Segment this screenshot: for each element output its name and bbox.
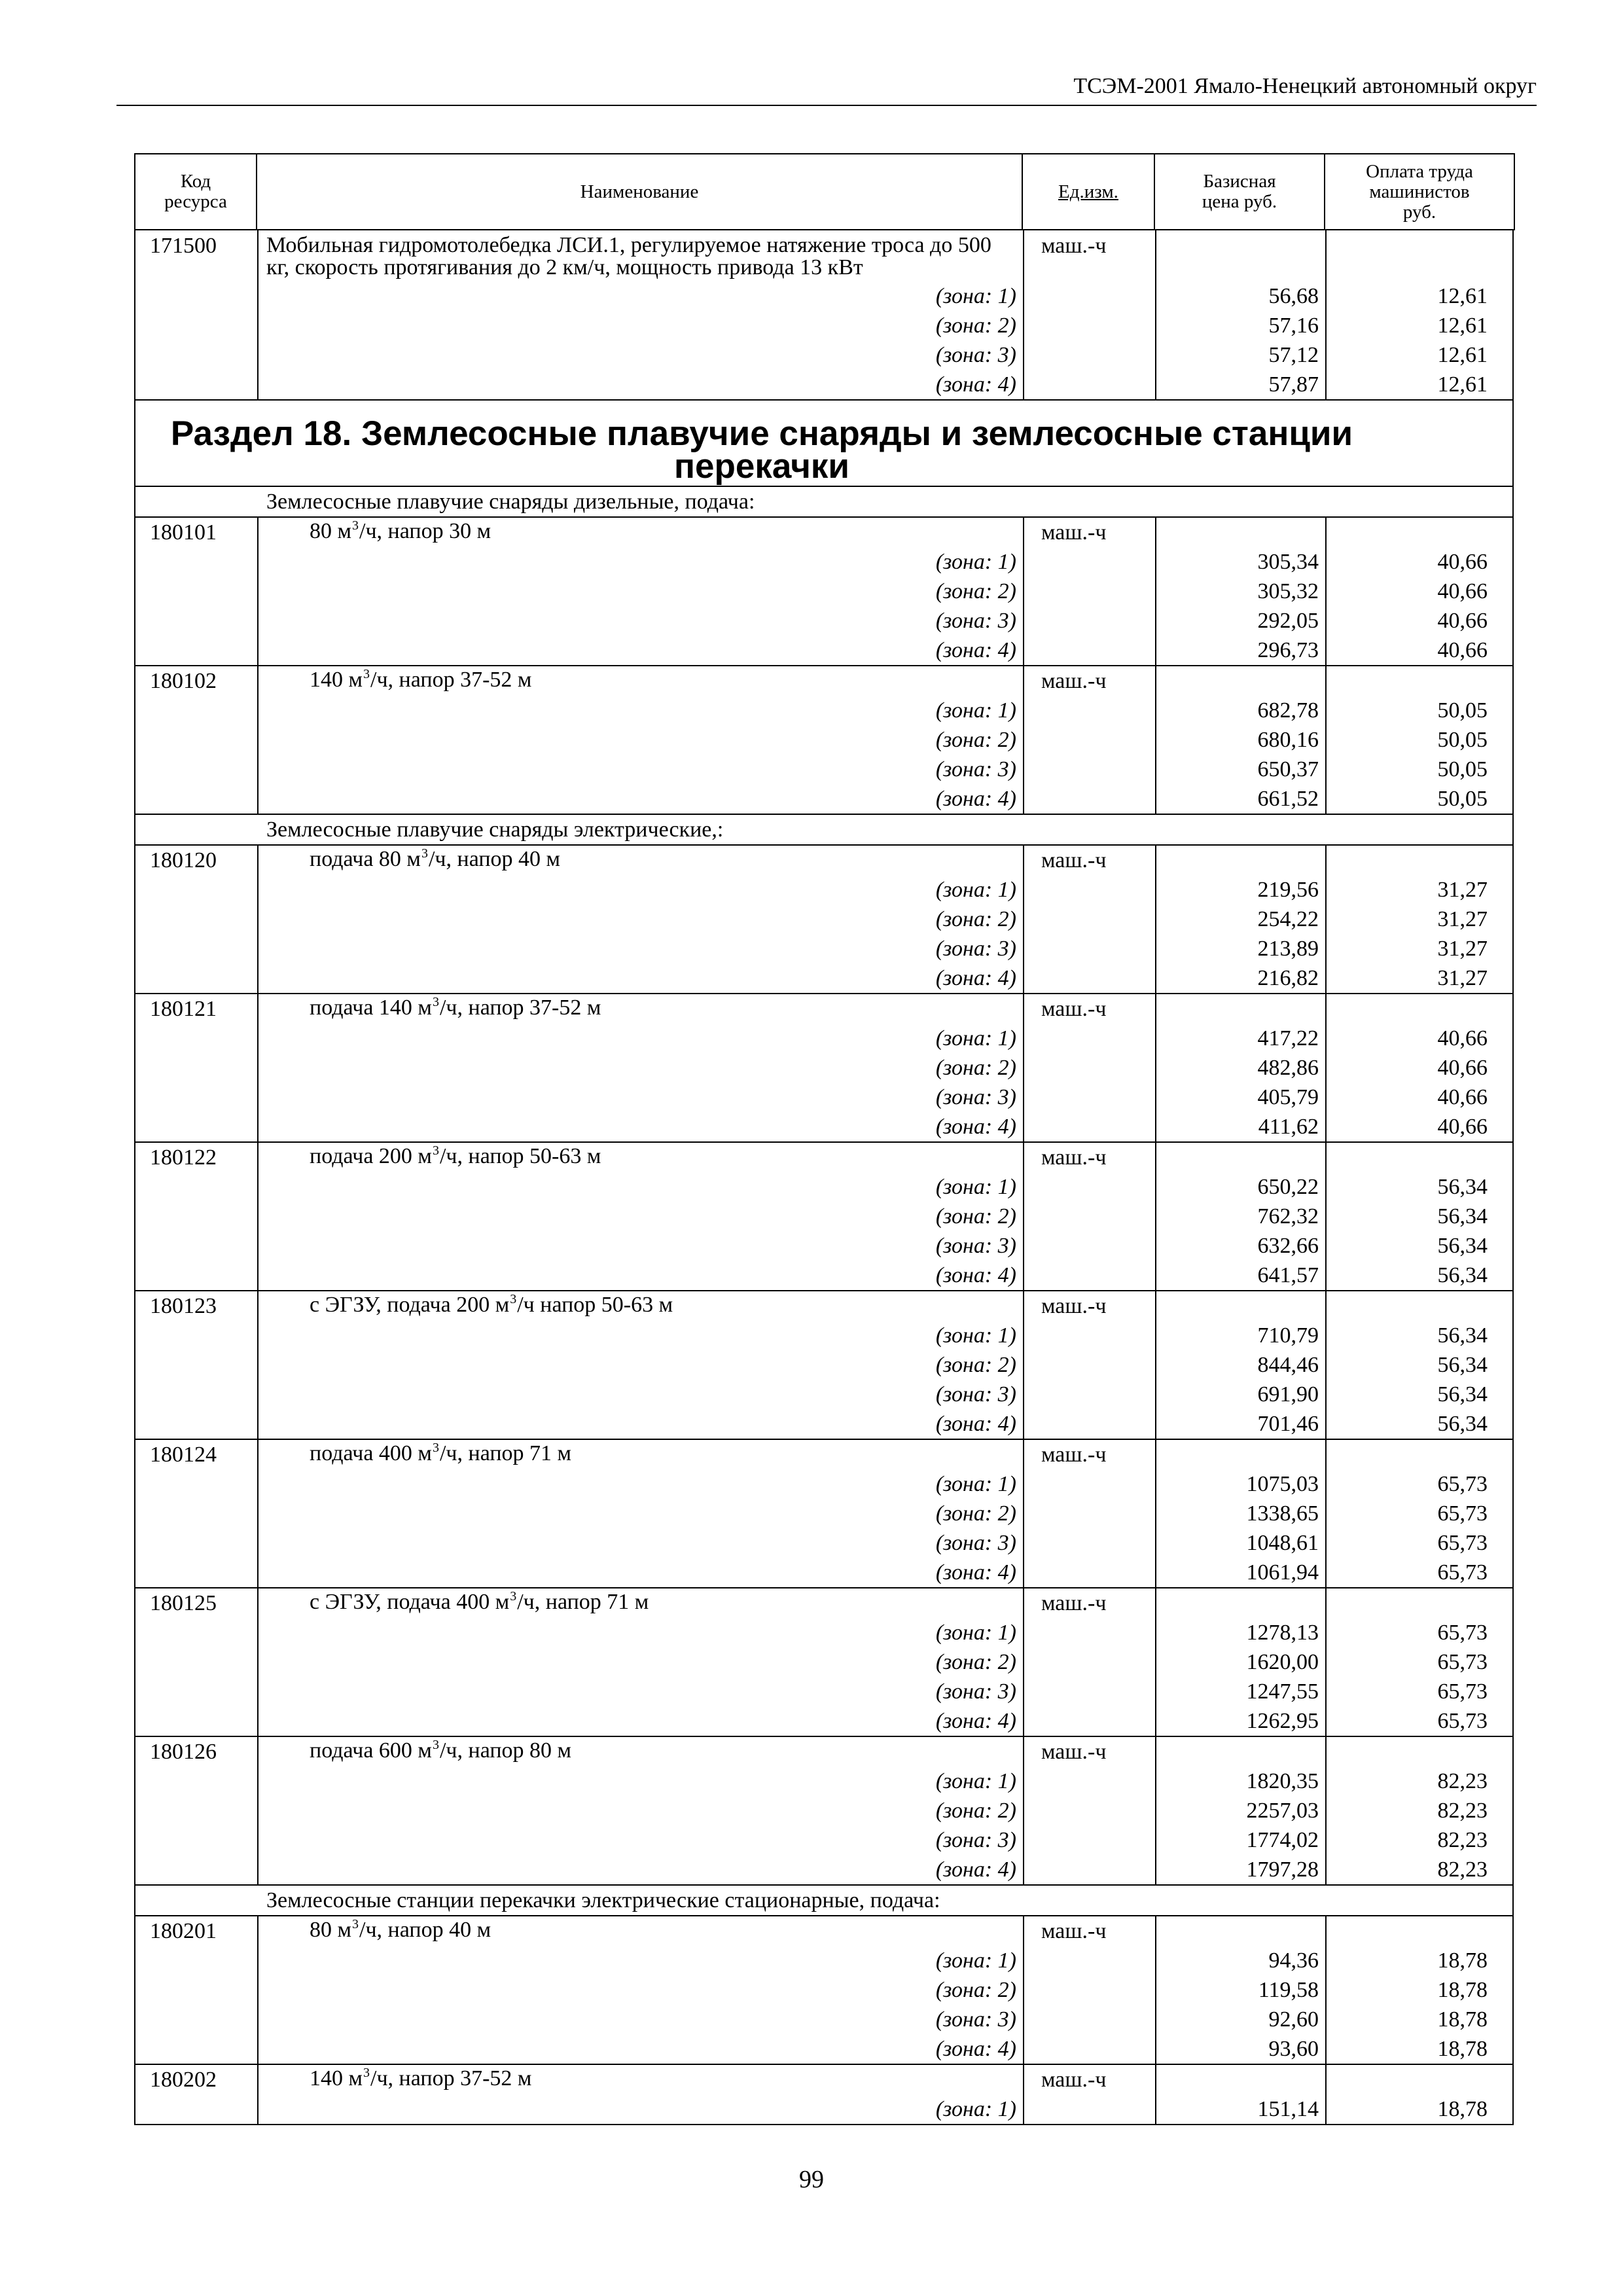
base-price: 2257,03 [1246, 1798, 1319, 1823]
header-code: Код ресурса [135, 154, 257, 230]
resource-title-row [135, 1916, 1512, 1946]
zone-row [135, 1558, 1512, 1587]
resource-code: 180125 [150, 1590, 217, 1615]
name-text: /ч, напор 40 м [428, 847, 561, 871]
zone-row [135, 1083, 1512, 1112]
resource-180101 [134, 518, 1514, 666]
resource-code: 180202 [150, 2067, 217, 2092]
zone-label: (зона: 2) [935, 1798, 1016, 1823]
superscript: 3 [363, 2066, 370, 2080]
zone-row [135, 577, 1512, 606]
base-price: 57,16 [1268, 313, 1319, 338]
labor-cost: 82,23 [1437, 1857, 1488, 1882]
group-caption-row [134, 487, 1514, 518]
labor-cost: 40,66 [1437, 608, 1488, 633]
name-text: /ч напор 50-63 м [517, 1293, 673, 1317]
superscript: 3 [510, 1590, 517, 1604]
header-price: Базисная цена руб. [1154, 154, 1325, 230]
labor-cost: 40,66 [1437, 579, 1488, 603]
zone-label: (зона: 1) [935, 1026, 1016, 1050]
header-labor: Оплата труда машинистов руб. [1325, 154, 1514, 230]
name-text: /ч, напор 50-63 м [439, 1144, 601, 1168]
base-price: 57,87 [1268, 372, 1319, 397]
labor-cost: 40,66 [1437, 1055, 1488, 1080]
name-text: подача 400 м [310, 1441, 432, 1465]
labor-cost: 56,34 [1437, 1382, 1488, 1407]
zone-label: (зона: 1) [935, 1948, 1016, 1973]
resource-title-row [135, 994, 1512, 1024]
resource-title-row [135, 518, 1512, 547]
zone-label: (зона: 3) [935, 1085, 1016, 1109]
zone-row [135, 1767, 1512, 1796]
labor-cost: 50,05 [1437, 786, 1488, 811]
resource-180121 [134, 994, 1514, 1143]
name-text: 80 м [310, 1918, 352, 1942]
resource-title-row [135, 1588, 1512, 1618]
labor-cost: 31,27 [1437, 965, 1488, 990]
base-price: 1338,65 [1246, 1501, 1319, 1526]
zone-row [135, 547, 1512, 577]
base-price: 682,78 [1257, 698, 1319, 723]
base-price: 762,32 [1257, 1204, 1319, 1229]
resource-name [257, 668, 1023, 694]
labor-cost: 40,66 [1437, 549, 1488, 574]
resource-code: 171500 [150, 234, 217, 258]
resource-unit: маш.-ч [1041, 1145, 1107, 1170]
name-text: /ч, напор 71 м [439, 1441, 572, 1465]
zone-row [135, 1350, 1512, 1380]
labor-cost: 18,78 [1437, 1948, 1488, 1973]
name-text: подача 140 м [310, 996, 432, 1020]
zone-label: (зона: 4) [935, 1560, 1016, 1585]
name-text: подача 200 м [310, 1144, 432, 1168]
labor-cost: 31,27 [1437, 936, 1488, 961]
zone-label: (зона: 3) [935, 1679, 1016, 1704]
zone-label: (зона: 2) [935, 1055, 1016, 1080]
base-price: 94,36 [1268, 1948, 1319, 1973]
resource-180123 [134, 1291, 1514, 1440]
zone-label: (зона: 2) [935, 906, 1016, 931]
labor-cost: 18,78 [1437, 1977, 1488, 2002]
resource-171500 [134, 230, 1514, 401]
zone-label: (зона: 1) [935, 2096, 1016, 2121]
superscript: 3 [432, 1738, 439, 1752]
zone-row [135, 1112, 1512, 1141]
zone-label: (зона: 1) [935, 1471, 1016, 1496]
zone-label: (зона: 3) [935, 1827, 1016, 1852]
superscript: 3 [510, 1293, 517, 1306]
resource-name [257, 848, 1023, 874]
zone-row [135, 1706, 1512, 1736]
zone-row [135, 1975, 1512, 2005]
base-price: 56,68 [1268, 283, 1319, 308]
labor-cost: 18,78 [1437, 2007, 1488, 2032]
labor-cost: 18,78 [1437, 2036, 1488, 2061]
name-text: /ч, напор 71 м [517, 1590, 649, 1614]
zone-row [135, 1677, 1512, 1706]
labor-cost: 50,05 [1437, 757, 1488, 781]
base-price: 661,52 [1257, 786, 1319, 811]
resource-name [257, 1442, 1023, 1468]
name-text: /ч, напор 30 м [359, 519, 491, 543]
zone-label: (зона: 2) [935, 1352, 1016, 1377]
labor-cost: 65,73 [1437, 1471, 1488, 1496]
zone-label: (зона: 4) [935, 786, 1016, 811]
zone-row [135, 1024, 1512, 1053]
resource-unit: маш.-ч [1041, 848, 1107, 872]
base-price: 57,12 [1268, 342, 1319, 367]
base-price: 92,60 [1268, 2007, 1319, 2032]
resource-unit: маш.-ч [1041, 2067, 1107, 2092]
resource-unit: маш.-ч [1041, 668, 1107, 693]
labor-cost: 12,61 [1437, 342, 1488, 367]
zone-row [135, 1321, 1512, 1350]
zone-row [135, 2005, 1512, 2034]
name-text: /ч, напор 40 м [359, 1918, 491, 1942]
base-price: 1820,35 [1246, 1768, 1319, 1793]
superscript: 3 [363, 668, 370, 681]
zone-label: (зона: 2) [935, 313, 1016, 338]
zone-row [135, 1261, 1512, 1290]
base-price: 632,66 [1257, 1233, 1319, 1258]
zone-row [135, 1469, 1512, 1499]
resource-name [257, 1293, 1023, 1319]
group-caption-row [134, 815, 1514, 846]
labor-cost: 56,34 [1437, 1411, 1488, 1436]
base-price: 701,46 [1257, 1411, 1319, 1436]
labor-cost: 56,34 [1437, 1204, 1488, 1229]
resource-name: Мобильная гидромотолебедка ЛСИ.1, регулируемое натяжение троса до 500 кг, скорость протягивания до 2 км/ч, мощность привода 13 кВт [266, 234, 991, 279]
labor-cost: 56,34 [1437, 1233, 1488, 1258]
resource-unit: маш.-ч [1041, 1739, 1107, 1764]
base-price: 1048,61 [1246, 1530, 1319, 1555]
table-header [134, 153, 1515, 230]
zone-label: (зона: 4) [935, 965, 1016, 990]
labor-cost: 65,73 [1437, 1679, 1488, 1704]
labor-cost: 65,73 [1437, 1530, 1488, 1555]
zone-row [135, 1796, 1512, 1825]
base-price: 254,22 [1257, 906, 1319, 931]
labor-cost: 40,66 [1437, 1026, 1488, 1050]
zone-row [135, 1499, 1512, 1528]
base-price: 1278,13 [1246, 1620, 1319, 1645]
resource-180120 [134, 846, 1514, 994]
zone-row [135, 1172, 1512, 1202]
resource-180124 [134, 1440, 1514, 1588]
base-price: 650,22 [1257, 1174, 1319, 1199]
base-price: 691,90 [1257, 1382, 1319, 1407]
resource-180202 [134, 2065, 1514, 2125]
zone-label: (зона: 3) [935, 608, 1016, 633]
superscript: 3 [432, 1144, 439, 1158]
resource-groups [134, 487, 1514, 2125]
labor-cost: 50,05 [1437, 698, 1488, 723]
resource-title-row [135, 666, 1512, 696]
zone-label: (зона: 3) [935, 2007, 1016, 2032]
resource-name [257, 996, 1023, 1022]
zone-row [135, 1380, 1512, 1409]
labor-cost: 31,27 [1437, 906, 1488, 931]
base-price: 1620,00 [1246, 1649, 1319, 1674]
zone-label: (зона: 3) [935, 1382, 1016, 1407]
base-price: 710,79 [1257, 1323, 1319, 1348]
base-price: 305,32 [1257, 579, 1319, 603]
resource-180201 [134, 1916, 1514, 2065]
section-heading [134, 401, 1514, 487]
resource-title-row [135, 1291, 1512, 1321]
resource-180126 [134, 1737, 1514, 1886]
resource-name [257, 1739, 1023, 1765]
zone-label: (зона: 4) [935, 637, 1016, 662]
resource-title-row [135, 1440, 1512, 1469]
labor-cost: 82,23 [1437, 1768, 1488, 1793]
zone-row [135, 1409, 1512, 1439]
resource-unit: маш.-ч [1041, 1442, 1107, 1467]
zone-row [135, 340, 1512, 370]
labor-cost: 65,73 [1437, 1620, 1488, 1645]
page-number: 99 [799, 2166, 824, 2193]
base-price: 1061,94 [1246, 1560, 1319, 1585]
zone-row [135, 1202, 1512, 1231]
resource-title-row [135, 1737, 1512, 1767]
name-text: с ЭГЗУ, подача 200 м [310, 1293, 510, 1317]
document-title: ТСЭМ-2001 Ямало-Ненецкий автономный округ [1073, 74, 1537, 98]
resource-180122 [134, 1143, 1514, 1291]
zone-row [135, 755, 1512, 784]
base-price: 151,14 [1257, 2096, 1319, 2121]
zone-row [135, 963, 1512, 993]
resource-unit: маш.-ч [1041, 520, 1107, 545]
resource-180125 [134, 1588, 1514, 1737]
zone-row [135, 784, 1512, 814]
labor-cost: 12,61 [1437, 283, 1488, 308]
zone-label: (зона: 4) [935, 372, 1016, 397]
resource-name [257, 1145, 1023, 1171]
resource-unit: маш.-ч [1041, 1590, 1107, 1615]
labor-cost: 40,66 [1437, 1085, 1488, 1109]
group-caption-row [134, 1886, 1514, 1916]
section-title: Раздел 18. Землесосные плавучие снаряды и землесосные станции перекачки [170, 414, 1353, 486]
zone-label: (зона: 3) [935, 1233, 1016, 1258]
zone-row [135, 875, 1512, 905]
zone-label: (зона: 4) [935, 1263, 1016, 1287]
name-text: подача 600 м [310, 1738, 432, 1763]
running-header [116, 72, 1537, 106]
zone-row [135, 1231, 1512, 1261]
labor-cost: 65,73 [1437, 1708, 1488, 1733]
base-price: 482,86 [1257, 1055, 1319, 1080]
zone-label: (зона: 3) [935, 1530, 1016, 1555]
resource-unit: маш.-ч [1041, 1293, 1107, 1318]
base-price: 292,05 [1257, 608, 1319, 633]
base-price: 305,34 [1257, 549, 1319, 574]
group-caption: Землесосные плавучие снаряды электрические,: [266, 817, 724, 842]
base-price: 296,73 [1257, 637, 1319, 662]
superscript: 3 [352, 1918, 359, 1931]
zone-label: (зона: 1) [935, 877, 1016, 902]
base-price: 1247,55 [1246, 1679, 1319, 1704]
base-price: 650,37 [1257, 757, 1319, 781]
resource-code: 180102 [150, 668, 217, 693]
resource-code: 180201 [150, 1918, 217, 1943]
header-unit: Ед.изм. [1022, 154, 1154, 230]
labor-cost: 31,27 [1437, 877, 1488, 902]
zone-row [135, 2094, 1512, 2124]
zone-label: (зона: 1) [935, 1620, 1016, 1645]
name-text: 140 м [310, 2066, 363, 2090]
zone-row [135, 1053, 1512, 1083]
base-price: 680,16 [1257, 727, 1319, 752]
resource-code: 180120 [150, 848, 217, 872]
labor-cost: 12,61 [1437, 372, 1488, 397]
resource-name [257, 1590, 1023, 1617]
zone-label: (зона: 1) [935, 1768, 1016, 1793]
zone-label: (зона: 3) [935, 757, 1016, 781]
resource-unit: маш.-ч [1041, 1918, 1107, 1943]
resource-code: 180101 [150, 520, 217, 545]
price-table [134, 153, 1514, 2125]
zone-label: (зона: 4) [935, 1411, 1016, 1436]
resource-code: 180121 [150, 996, 217, 1021]
zone-label: (зона: 2) [935, 579, 1016, 603]
zone-row [135, 905, 1512, 934]
base-price: 219,56 [1257, 877, 1319, 902]
name-text: 140 м [310, 668, 363, 692]
zone-row [135, 1855, 1512, 1884]
zone-row [135, 1825, 1512, 1855]
zone-label: (зона: 2) [935, 727, 1016, 752]
zone-row [135, 281, 1512, 311]
name-text: с ЭГЗУ, подача 400 м [310, 1590, 510, 1614]
labor-cost: 65,73 [1437, 1560, 1488, 1585]
resource-title-row [135, 230, 1512, 281]
resource-title-row [135, 2065, 1512, 2094]
zone-row [135, 311, 1512, 340]
group-caption: Землесосные станции перекачки электрические стационарные, подача: [266, 1888, 940, 1912]
zone-row [135, 725, 1512, 755]
base-price: 411,62 [1258, 1114, 1319, 1139]
zone-row [135, 1618, 1512, 1647]
zone-row [135, 2034, 1512, 2064]
base-price: 213,89 [1257, 936, 1319, 961]
name-text: /ч, напор 80 м [439, 1738, 572, 1763]
zone-label: (зона: 1) [935, 549, 1016, 574]
zone-row [135, 696, 1512, 725]
zone-label: (зона: 3) [935, 342, 1016, 367]
zone-row [135, 1528, 1512, 1558]
superscript: 3 [352, 519, 359, 533]
zone-row [135, 370, 1512, 399]
base-price: 417,22 [1257, 1026, 1319, 1050]
resource-code: 180123 [150, 1293, 217, 1318]
resource-name [257, 2067, 1023, 2093]
base-price: 1774,02 [1246, 1827, 1319, 1852]
superscript: 3 [432, 1441, 439, 1455]
base-price: 641,57 [1257, 1263, 1319, 1287]
resource-unit: маш.-ч [1041, 234, 1107, 258]
name-text: 80 м [310, 519, 352, 543]
labor-cost: 56,34 [1437, 1323, 1488, 1348]
labor-cost: 50,05 [1437, 727, 1488, 752]
labor-cost: 40,66 [1437, 1114, 1488, 1139]
name-text: /ч, напор 37-52 м [439, 996, 601, 1020]
labor-cost: 56,34 [1437, 1263, 1488, 1287]
superscript: 3 [432, 996, 439, 1009]
resource-code: 180122 [150, 1145, 217, 1170]
zone-label: (зона: 1) [935, 283, 1016, 308]
resource-title-row [135, 846, 1512, 875]
resource-180102 [134, 666, 1514, 815]
labor-cost: 18,78 [1437, 2096, 1488, 2121]
superscript: 3 [421, 847, 428, 861]
name-text: подача 80 м [310, 847, 421, 871]
resource-code: 180126 [150, 1739, 217, 1764]
zone-row [135, 934, 1512, 963]
labor-cost: 56,34 [1437, 1174, 1488, 1199]
resource-title-row [135, 1143, 1512, 1172]
zone-row [135, 606, 1512, 636]
zone-label: (зона: 4) [935, 2036, 1016, 2061]
zone-label: (зона: 2) [935, 1501, 1016, 1526]
group-caption: Землесосные плавучие снаряды дизельные, подача: [266, 490, 755, 514]
labor-cost: 65,73 [1437, 1501, 1488, 1526]
zone-label: (зона: 1) [935, 698, 1016, 723]
name-text: /ч, напор 37-52 м [370, 668, 532, 692]
base-price: 1075,03 [1246, 1471, 1319, 1496]
zone-label: (зона: 4) [935, 1708, 1016, 1733]
base-price: 1262,95 [1246, 1708, 1319, 1733]
zone-label: (зона: 2) [935, 1649, 1016, 1674]
labor-cost: 40,66 [1437, 637, 1488, 662]
zone-label: (зона: 3) [935, 936, 1016, 961]
zone-label: (зона: 1) [935, 1323, 1016, 1348]
zone-row [135, 1647, 1512, 1677]
zone-label: (зона: 4) [935, 1114, 1016, 1139]
base-price: 93,60 [1268, 2036, 1319, 2061]
resource-name [257, 1918, 1023, 1945]
base-price: 1797,28 [1246, 1857, 1319, 1882]
base-price: 216,82 [1257, 965, 1319, 990]
zone-label: (зона: 2) [935, 1977, 1016, 2002]
base-price: 844,46 [1257, 1352, 1319, 1377]
zone-label: (зона: 1) [935, 1174, 1016, 1199]
zone-label: (зона: 4) [935, 1857, 1016, 1882]
header-name: Наименование [257, 154, 1022, 230]
labor-cost: 65,73 [1437, 1649, 1488, 1674]
resource-unit: маш.-ч [1041, 996, 1107, 1021]
labor-cost: 82,23 [1437, 1827, 1488, 1852]
labor-cost: 56,34 [1437, 1352, 1488, 1377]
resource-code: 180124 [150, 1442, 217, 1467]
base-price: 119,58 [1258, 1977, 1319, 2002]
base-price: 405,79 [1257, 1085, 1319, 1109]
labor-cost: 82,23 [1437, 1798, 1488, 1823]
zone-row [135, 1946, 1512, 1975]
zone-row [135, 636, 1512, 665]
labor-cost: 12,61 [1437, 313, 1488, 338]
zone-label: (зона: 2) [935, 1204, 1016, 1229]
name-text: /ч, напор 37-52 м [370, 2066, 532, 2090]
resource-name [257, 520, 1023, 546]
